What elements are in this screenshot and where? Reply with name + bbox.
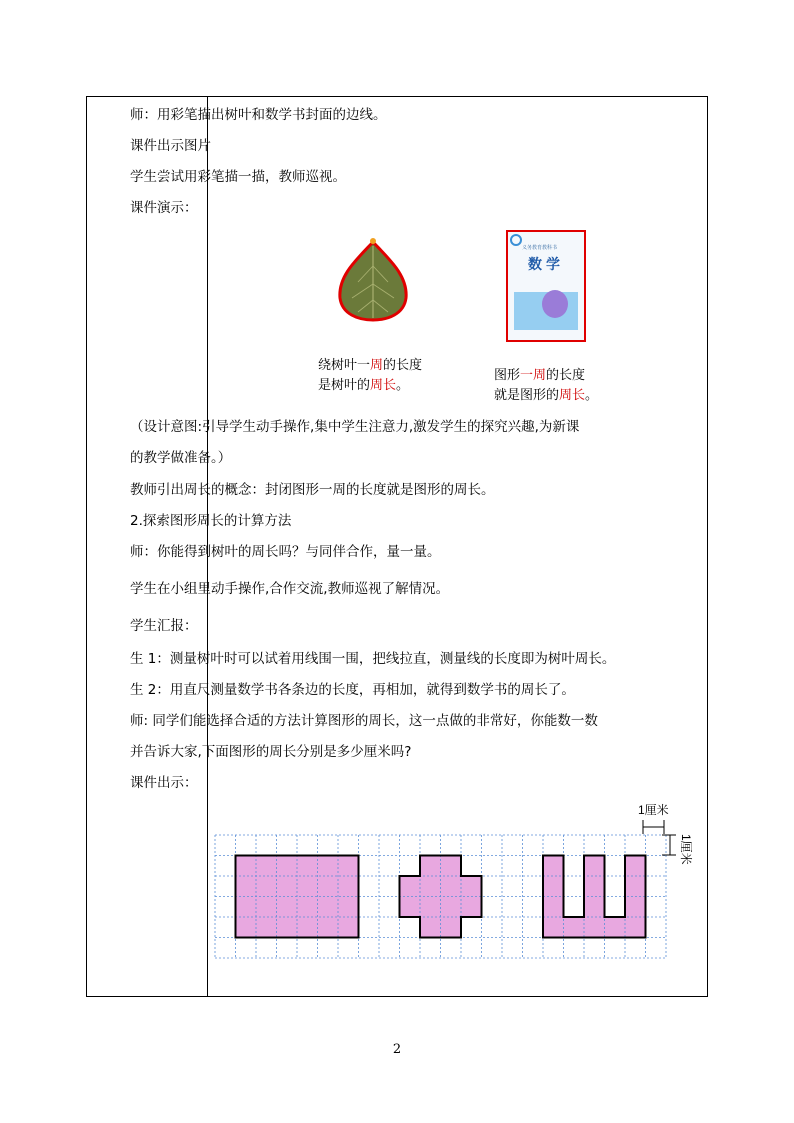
text-line-16: 课件出示： bbox=[130, 775, 198, 791]
scale-label-horizontal: 1厘米 bbox=[638, 803, 669, 817]
text-line-5: （设计意图:引导学生动手操作,集中学生注意力,激发学生的探究兴趣,为新课 bbox=[130, 419, 580, 435]
book-caption-line-2: 就是图形的周长。 bbox=[494, 388, 599, 403]
text-line-7: 教师引出周长的概念：封闭图形一周的长度就是图形的周长。 bbox=[130, 482, 495, 498]
text-line-9: 师：你能得到树叶的周长吗？与同伴合作，量一量。 bbox=[130, 544, 441, 560]
text-line-3: 学生尝试用彩笔描一描，教师巡视。 bbox=[130, 169, 346, 185]
text-line-15: 并告诉大家,下面图形的周长分别是多少厘米吗? bbox=[130, 744, 412, 760]
text-line-10: 学生在小组里动手操作,合作交流,教师巡视了解情况。 bbox=[130, 581, 450, 597]
text-line-14: 师: 同学们能选择合适的方法计算图形的周长，这一点做的非常好，你能数一数 bbox=[130, 713, 598, 729]
text-line-6: 的教学做准备。） bbox=[130, 450, 232, 466]
book-top-text: 义务教育教科书 bbox=[522, 245, 558, 251]
page-number: 2 bbox=[392, 1042, 402, 1057]
leaf-caption bbox=[318, 356, 422, 396]
text-line-1: 师：用彩笔描出树叶和数学书封面的边线。 bbox=[130, 107, 387, 123]
text-line-2: 课件出示图片 bbox=[130, 138, 211, 154]
book-caption bbox=[494, 366, 598, 406]
leaf-caption-line-2: 是树叶的周长。 bbox=[318, 378, 410, 393]
leaf-illustration bbox=[336, 236, 426, 336]
comb-shape-fill bbox=[543, 856, 646, 938]
grid-figure bbox=[210, 800, 710, 970]
leaf-caption-line-1: 绕树叶一周的长度 bbox=[318, 358, 423, 373]
scale-label-vertical: 1厘米 bbox=[679, 834, 693, 865]
scale-marker-horizontal bbox=[643, 820, 664, 834]
text-line-12: 生 1：测量树叶时可以试着用线围一围，把线拉直，测量线的长度即为树叶周长。 bbox=[130, 651, 616, 667]
text-line-11: 学生汇报： bbox=[130, 618, 198, 634]
book-caption-line-1: 图形一周的长度 bbox=[494, 368, 586, 383]
scale-marker-vertical bbox=[662, 835, 676, 855]
text-line-8: 2.探索图形周长的计算方法 bbox=[130, 513, 292, 529]
book-title: 数学 bbox=[528, 257, 564, 273]
math-book-cover bbox=[506, 230, 586, 342]
text-line-13: 生 2：用直尺测量数学书各条边的长度，再相加，就得到数学书的周长了。 bbox=[130, 682, 575, 698]
text-line-4: 课件演示： bbox=[130, 200, 198, 216]
